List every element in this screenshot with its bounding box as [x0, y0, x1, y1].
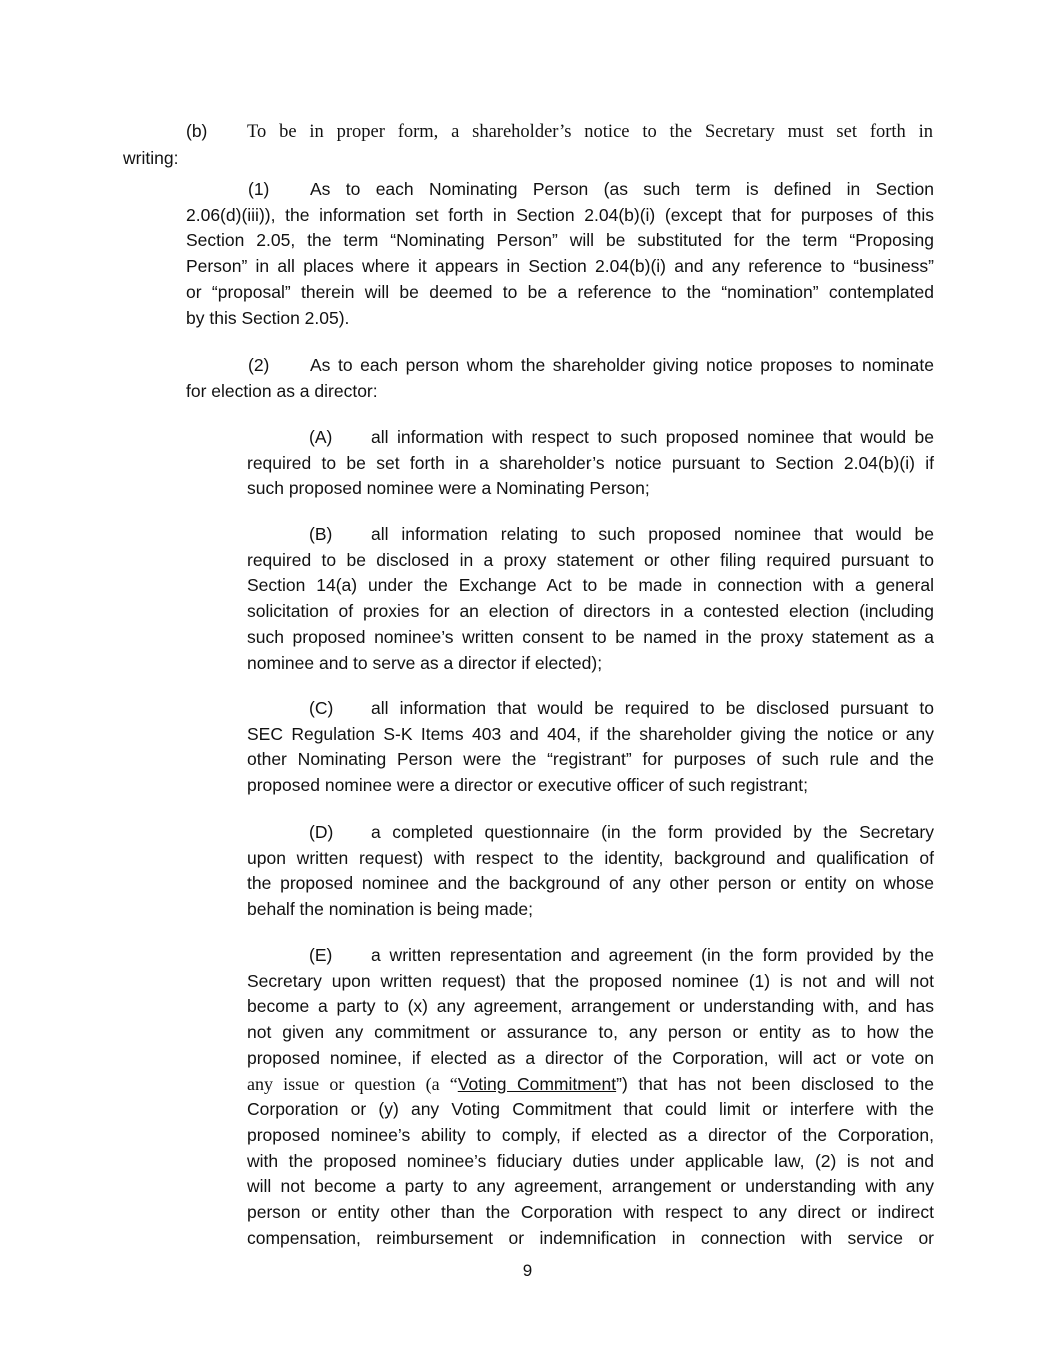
paragraph-label: (D) [309, 822, 334, 842]
text-line: such proposed nominee were a Nominating Person; [247, 478, 650, 499]
text-line: (1) As to each Nominating Person (as such term is defined in Section [186, 177, 934, 203]
text-line: (b) To be in proper form, a shareholder’s notice to the Secretary must set forth in [123, 119, 933, 146]
paragraph-label: (2) [248, 355, 270, 375]
text-line: upon written request) with respect to the identity, background and qualification of [247, 847, 934, 868]
text-line: proposed nominee’s ability to comply, if elected as a director of the Corporation, [247, 1124, 934, 1145]
text-line: (2) As to each person whom the shareholder giving notice proposes to nominate [186, 353, 934, 379]
paragraph-2 [186, 353, 934, 404]
text-line: Section 2.05, the term “Nominating Person” will be substituted for the term “Proposing [186, 230, 934, 251]
text-line: proposed nominee, if elected as a director of the Corporation, will act or vote on [247, 1047, 934, 1068]
text-line: 2.06(d)(iii)), the information set forth in Section 2.04(b)(i) (except that for purposes of this [186, 204, 934, 225]
text-line: Corporation or (y) any Voting Commitment that could limit or interfere with the [247, 1099, 934, 1120]
paragraph-label: (A) [309, 427, 333, 447]
page-number: 9 [522, 1261, 533, 1280]
paragraph-1 [186, 177, 934, 331]
paragraph-A [247, 425, 934, 502]
text-line: SEC Regulation S-K Items 403 and 404, if the shareholder giving the notice or any [247, 723, 934, 744]
text-line: (C) all information that would be required to be disclosed pursuant to [247, 696, 934, 722]
paragraph-C [247, 696, 934, 799]
text-line: Secretary upon written request) that the proposed nominee (1) is not and will not [247, 970, 934, 991]
paragraph-label: (b) [186, 121, 208, 141]
text-line: writing: [123, 147, 179, 168]
text-line: nominee and to serve as a director if elected); [247, 652, 603, 673]
text-line: (E) a written representation and agreement (in the form provided by the [247, 943, 934, 969]
text-line: by this Section 2.05). [186, 307, 350, 328]
text-line: with the proposed nominee’s fiduciary duties under applicable law, (2) is not and [247, 1150, 934, 1171]
text-line: become a party to (x) any agreement, arrangement or understanding with, and has [247, 996, 934, 1017]
text-line: for election as a director: [186, 380, 378, 401]
paragraph-E [247, 943, 934, 1251]
paragraph-label: (C) [309, 698, 334, 718]
text-line: such proposed nominee’s written consent to be named in the proxy statement as a [247, 626, 934, 647]
paragraph-label: (B) [309, 524, 333, 544]
text-line: proposed nominee were a director or executive officer of such registrant; [247, 775, 808, 796]
text-line: other Nominating Person were the “registrant” for purposes of such rule and the [247, 749, 934, 770]
paragraph-D [247, 820, 934, 923]
text-line: solicitation of proxies for an election of directors in a contested election (including [247, 601, 934, 622]
defined-term: Voting Commitment [457, 1073, 617, 1094]
text-line: the proposed nominee and the background of any other person or entity on whose [247, 873, 934, 894]
text-line: Section 14(a) under the Exchange Act to be made in connection with a general [247, 575, 934, 596]
text-line: or “proposal” therein will be deemed to be a reference to the “nomination” contemplated [186, 281, 934, 302]
text-line: (B) all information relating to such proposed nominee that would be [247, 522, 934, 548]
paragraph-label: (E) [309, 945, 333, 965]
paragraph-b [123, 119, 933, 171]
text-line: person or entity other than the Corporation with respect to any direct or indirect [247, 1202, 934, 1223]
text-line: compensation, reimbursement or indemnification in connection with service or [247, 1227, 934, 1248]
text-line: (D) a completed questionnaire (in the form provided by the Secretary [247, 820, 934, 846]
paragraph-B [247, 522, 934, 676]
text-line: (A) all information with respect to such proposed nominee that would be [247, 425, 934, 451]
text-line: required to be set forth in a shareholder’s notice pursuant to Section 2.04(b)(i) if [247, 452, 934, 473]
text-line: required to be disclosed in a proxy statement or other filing required pursuant to [247, 549, 934, 570]
text-line: Person” in all places where it appears in Section 2.04(b)(i) and any reference to “business” [186, 256, 934, 277]
text-line: not given any commitment or assurance to, any person or entity as to how the [247, 1022, 934, 1043]
text-line: any issue or question (a “Voting Commitment”) that has not been disclosed to the [247, 1073, 935, 1094]
paragraph-label: (1) [248, 179, 270, 199]
text-line: will not become a party to any agreement, arrangement or understanding with any [247, 1176, 934, 1197]
text-line: behalf the nomination is being made; [247, 899, 534, 920]
